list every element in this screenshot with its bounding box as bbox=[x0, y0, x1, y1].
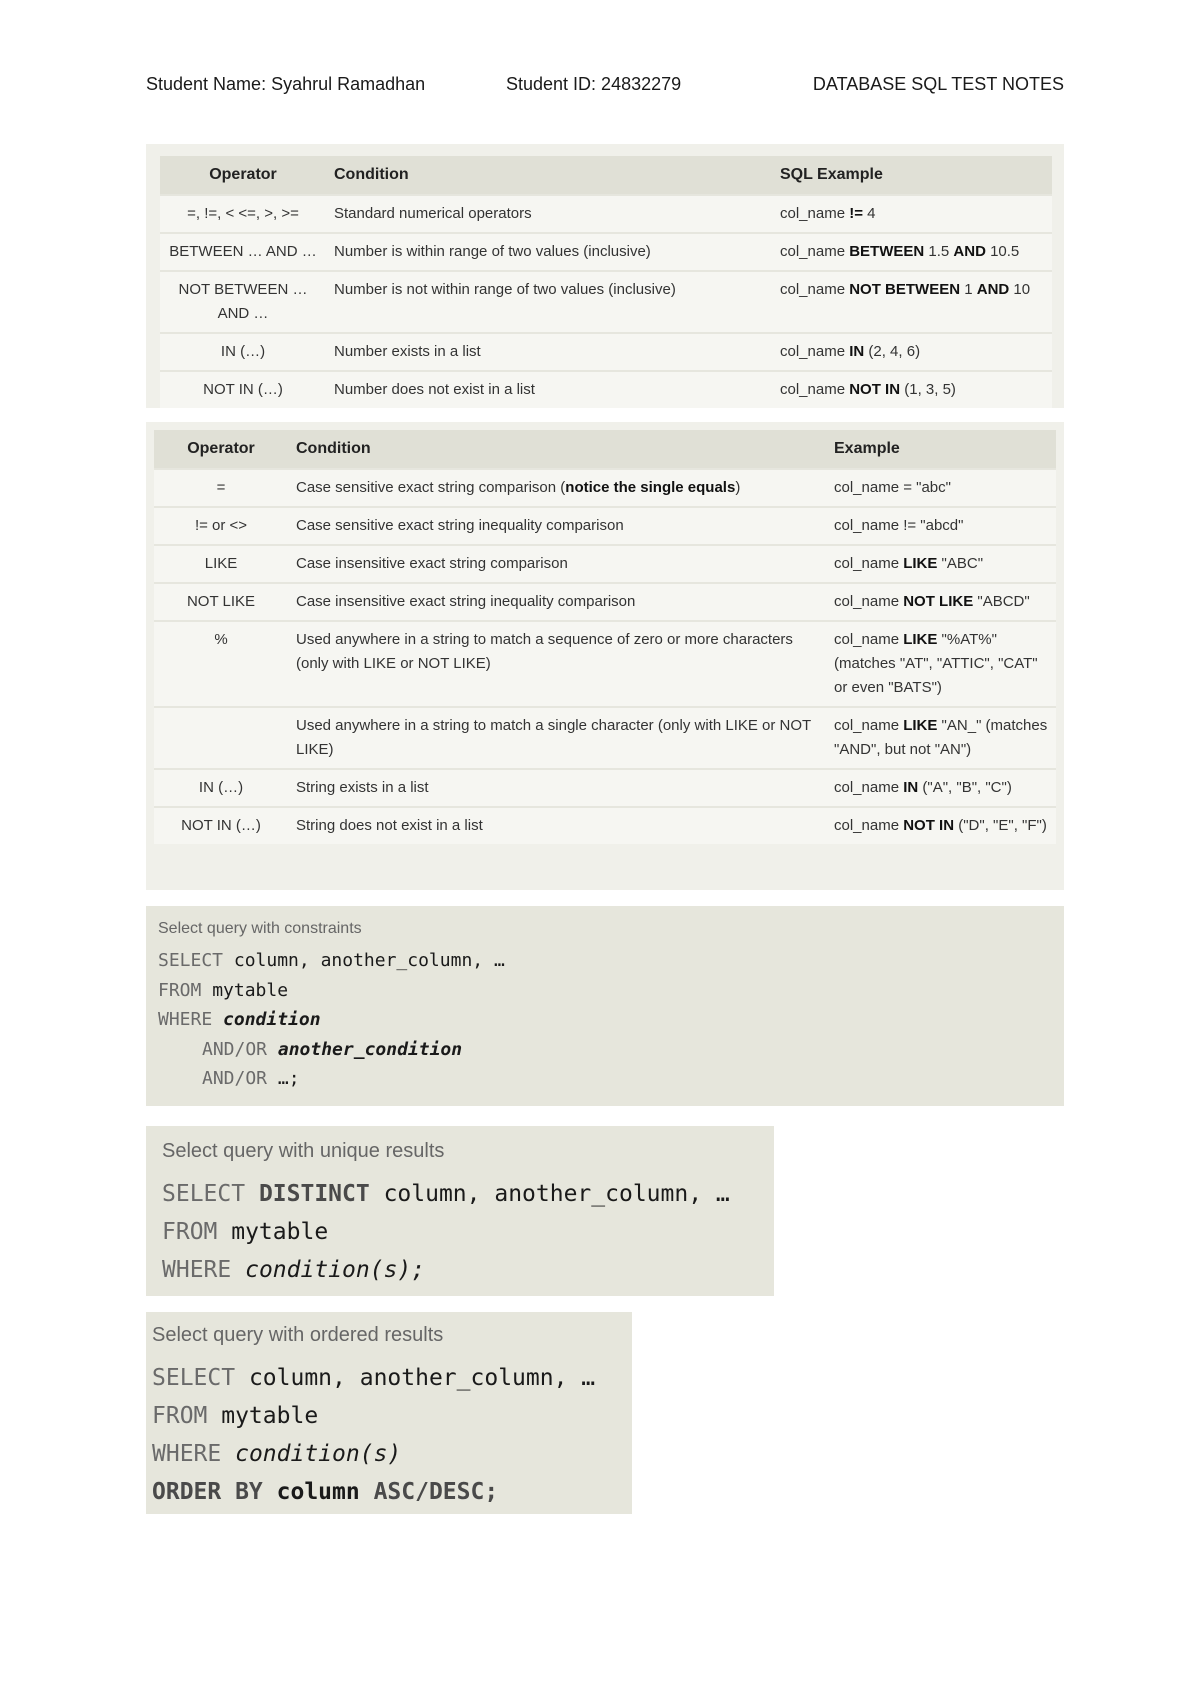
code-line: FROM mytable bbox=[162, 1219, 329, 1245]
string-operators-table-panel bbox=[146, 422, 1064, 890]
column-header: Condition bbox=[326, 156, 772, 195]
example-cell: col_name BETWEEN 1.5 AND 10.5 bbox=[772, 233, 1052, 271]
code-caption: Select query with constraints bbox=[158, 920, 362, 937]
condition-cell: Case sensitive exact string comparison (notice the single equals) bbox=[288, 469, 826, 507]
code-line: SELECT column, another_column, … bbox=[152, 1365, 596, 1391]
table-row bbox=[160, 195, 1052, 233]
code-line: WHERE condition bbox=[158, 1009, 321, 1030]
operator-cell: NOT IN (…) bbox=[154, 807, 288, 844]
example-cell: col_name NOT BETWEEN 1 AND 10 bbox=[772, 271, 1052, 333]
code-block-unique-results bbox=[146, 1126, 774, 1296]
operator-cell bbox=[154, 707, 288, 769]
code-block-ordered-results bbox=[146, 1312, 632, 1514]
table-row bbox=[154, 807, 1056, 844]
operator-cell: =, !=, < <=, >, >= bbox=[160, 195, 326, 233]
column-header: Operator bbox=[160, 156, 326, 195]
operator-cell: % bbox=[154, 621, 288, 707]
example-cell: col_name LIKE "%AT%" (matches "AT", "ATTIC", "CAT" or even "BATS") bbox=[826, 621, 1056, 707]
column-header: Operator bbox=[154, 430, 288, 469]
condition-cell: Number does not exist in a list bbox=[326, 371, 772, 408]
student-name: Student Name: Syahrul Ramadhan bbox=[146, 74, 426, 94]
example-cell: col_name IN ("A", "B", "C") bbox=[826, 769, 1056, 807]
document-title: DATABASE SQL TEST NOTES bbox=[812, 74, 1064, 94]
operator-cell: = bbox=[154, 469, 288, 507]
table-row bbox=[154, 769, 1056, 807]
operator-cell: NOT BETWEEN … AND … bbox=[160, 271, 326, 333]
table-header-row bbox=[160, 156, 1052, 195]
operator-cell: IN (…) bbox=[160, 333, 326, 371]
code-line: AND/OR another_condition bbox=[202, 1038, 463, 1060]
code-line: WHERE condition(s); bbox=[162, 1257, 426, 1283]
condition-cell: Case insensitive exact string inequality comparison bbox=[288, 583, 826, 621]
code-line: SELECT column, another_column, … bbox=[158, 950, 505, 971]
operator-cell: != or <> bbox=[154, 507, 288, 545]
condition-cell: Used anywhere in a string to match a single character (only with LIKE or NOT LIKE) bbox=[288, 707, 826, 769]
table-header-row bbox=[154, 430, 1056, 469]
table-row bbox=[154, 583, 1056, 621]
operator-cell: LIKE bbox=[154, 545, 288, 583]
operator-cell: NOT IN (…) bbox=[160, 371, 326, 408]
example-cell: col_name LIKE "ABC" bbox=[826, 545, 1056, 583]
table-row bbox=[154, 507, 1056, 545]
code-line: FROM mytable bbox=[158, 979, 289, 1001]
column-header: Example bbox=[826, 430, 1056, 469]
code-line: WHERE condition(s) bbox=[152, 1441, 402, 1467]
condition-cell: Number exists in a list bbox=[326, 333, 772, 371]
table-row bbox=[160, 371, 1052, 408]
table-row bbox=[154, 545, 1056, 583]
condition-cell: Number is within range of two values (inclusive) bbox=[326, 233, 772, 271]
operator-cell: NOT LIKE bbox=[154, 583, 288, 621]
code-line: AND/OR …; bbox=[202, 1068, 300, 1089]
column-header: Condition bbox=[288, 430, 826, 469]
student-id: Student ID: 24832279 bbox=[506, 74, 682, 94]
condition-cell: Standard numerical operators bbox=[326, 195, 772, 233]
page-header bbox=[146, 74, 1064, 104]
example-cell: col_name NOT LIKE "ABCD" bbox=[826, 583, 1056, 621]
example-cell: col_name != 4 bbox=[772, 195, 1052, 233]
code-line: ORDER BY column ASC/DESC; bbox=[152, 1479, 499, 1505]
condition-cell: String exists in a list bbox=[288, 769, 826, 807]
condition-cell: Number is not within range of two values (inclusive) bbox=[326, 271, 772, 333]
operator-cell: BETWEEN … AND … bbox=[160, 233, 326, 271]
example-cell: col_name LIKE "AN_" (matches "AND", but not "AN") bbox=[826, 707, 1056, 769]
code-caption: Select query with ordered results bbox=[152, 1324, 444, 1346]
condition-cell: Case insensitive exact string comparison bbox=[288, 545, 826, 583]
example-cell: col_name NOT IN (1, 3, 5) bbox=[772, 371, 1052, 408]
string-operators-table bbox=[154, 430, 1056, 844]
table-row bbox=[154, 621, 1056, 707]
numeric-operators-table-panel bbox=[146, 144, 1064, 408]
code-line: SELECT DISTINCT column, another_column, … bbox=[162, 1181, 730, 1207]
numeric-operators-table bbox=[160, 156, 1052, 408]
table-row bbox=[160, 233, 1052, 271]
condition-cell: Case sensitive exact string inequality comparison bbox=[288, 507, 826, 545]
table-row bbox=[160, 333, 1052, 371]
example-cell: col_name NOT IN ("D", "E", "F") bbox=[826, 807, 1056, 844]
table-row bbox=[154, 707, 1056, 769]
example-cell: col_name = "abc" bbox=[826, 469, 1056, 507]
condition-cell: String does not exist in a list bbox=[288, 807, 826, 844]
code-line: FROM mytable bbox=[152, 1403, 319, 1429]
example-cell: col_name != "abcd" bbox=[826, 507, 1056, 545]
table-row bbox=[160, 271, 1052, 333]
example-cell: col_name IN (2, 4, 6) bbox=[772, 333, 1052, 371]
code-block-constraints bbox=[146, 906, 1064, 1106]
column-header: SQL Example bbox=[772, 156, 1052, 195]
table-row bbox=[154, 469, 1056, 507]
code-caption: Select query with unique results bbox=[162, 1140, 445, 1162]
condition-cell: Used anywhere in a string to match a sequence of zero or more characters (only with LIKE or NOT LIKE) bbox=[288, 621, 826, 707]
operator-cell: IN (…) bbox=[154, 769, 288, 807]
